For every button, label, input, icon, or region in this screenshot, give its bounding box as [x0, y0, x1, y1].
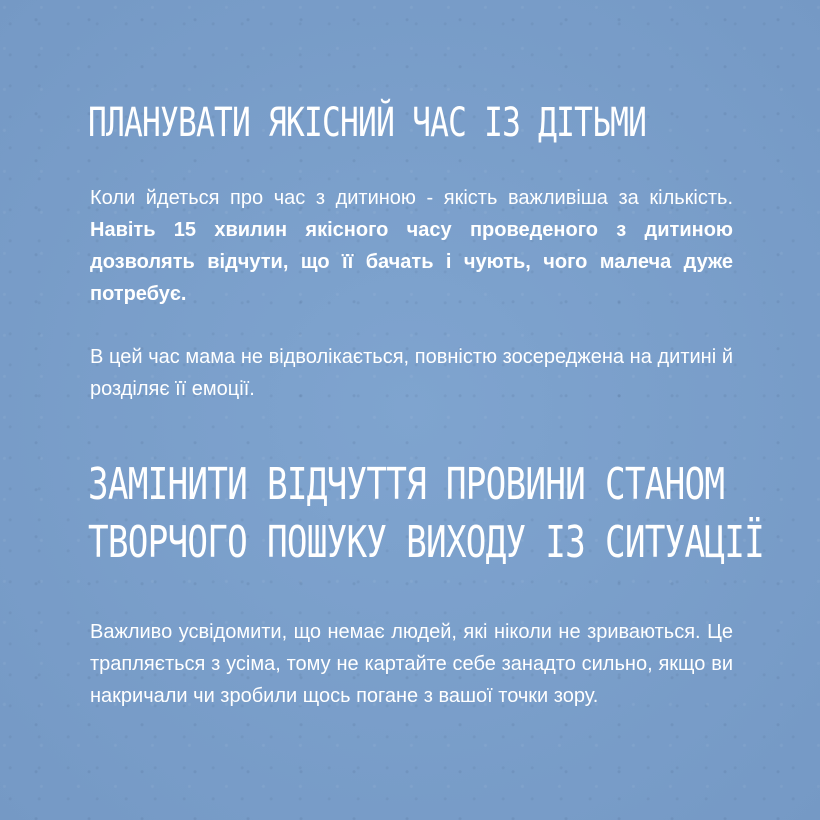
- section2-heading: [88, 456, 765, 572]
- section1-paragraph1: [90, 182, 733, 310]
- section1-heading: ПЛАНУВАТИ ЯКІСНИЙ ЧАС ІЗ ДІТЬМИ: [88, 100, 647, 146]
- section2-heading-line1: ЗАМІНИТИ ВІДЧУТТЯ ПРОВИНИ СТАНОМ: [88, 459, 725, 510]
- section1-paragraph1-bold: Навіть 15 хвилин якісного часу проведеного з дитиною дозволять відчути, що її бачать і чують, чого малеча дуже потребує.: [90, 219, 733, 305]
- section1-paragraph1-regular: Коли йдеться про час з дитиною - якість важливіша за кількість.: [90, 187, 733, 209]
- section1-paragraph2: В цей час мама не відволікається, повністю зосереджена на дитині й розділяє її емоції.: [90, 346, 733, 400]
- section2-heading-line2: ТВОРЧОГО ПОШУКУ ВИХОДУ ІЗ СИТУАЦІЇ: [88, 517, 765, 568]
- section2-paragraph: Важливо усвідомити, що немає людей, які ніколи не зриваються. Це трапляється з усіма, тому не картайте себе занадто сильно, якщо ви накричали чи зробили щось погане з вашої точки зору.: [90, 621, 733, 707]
